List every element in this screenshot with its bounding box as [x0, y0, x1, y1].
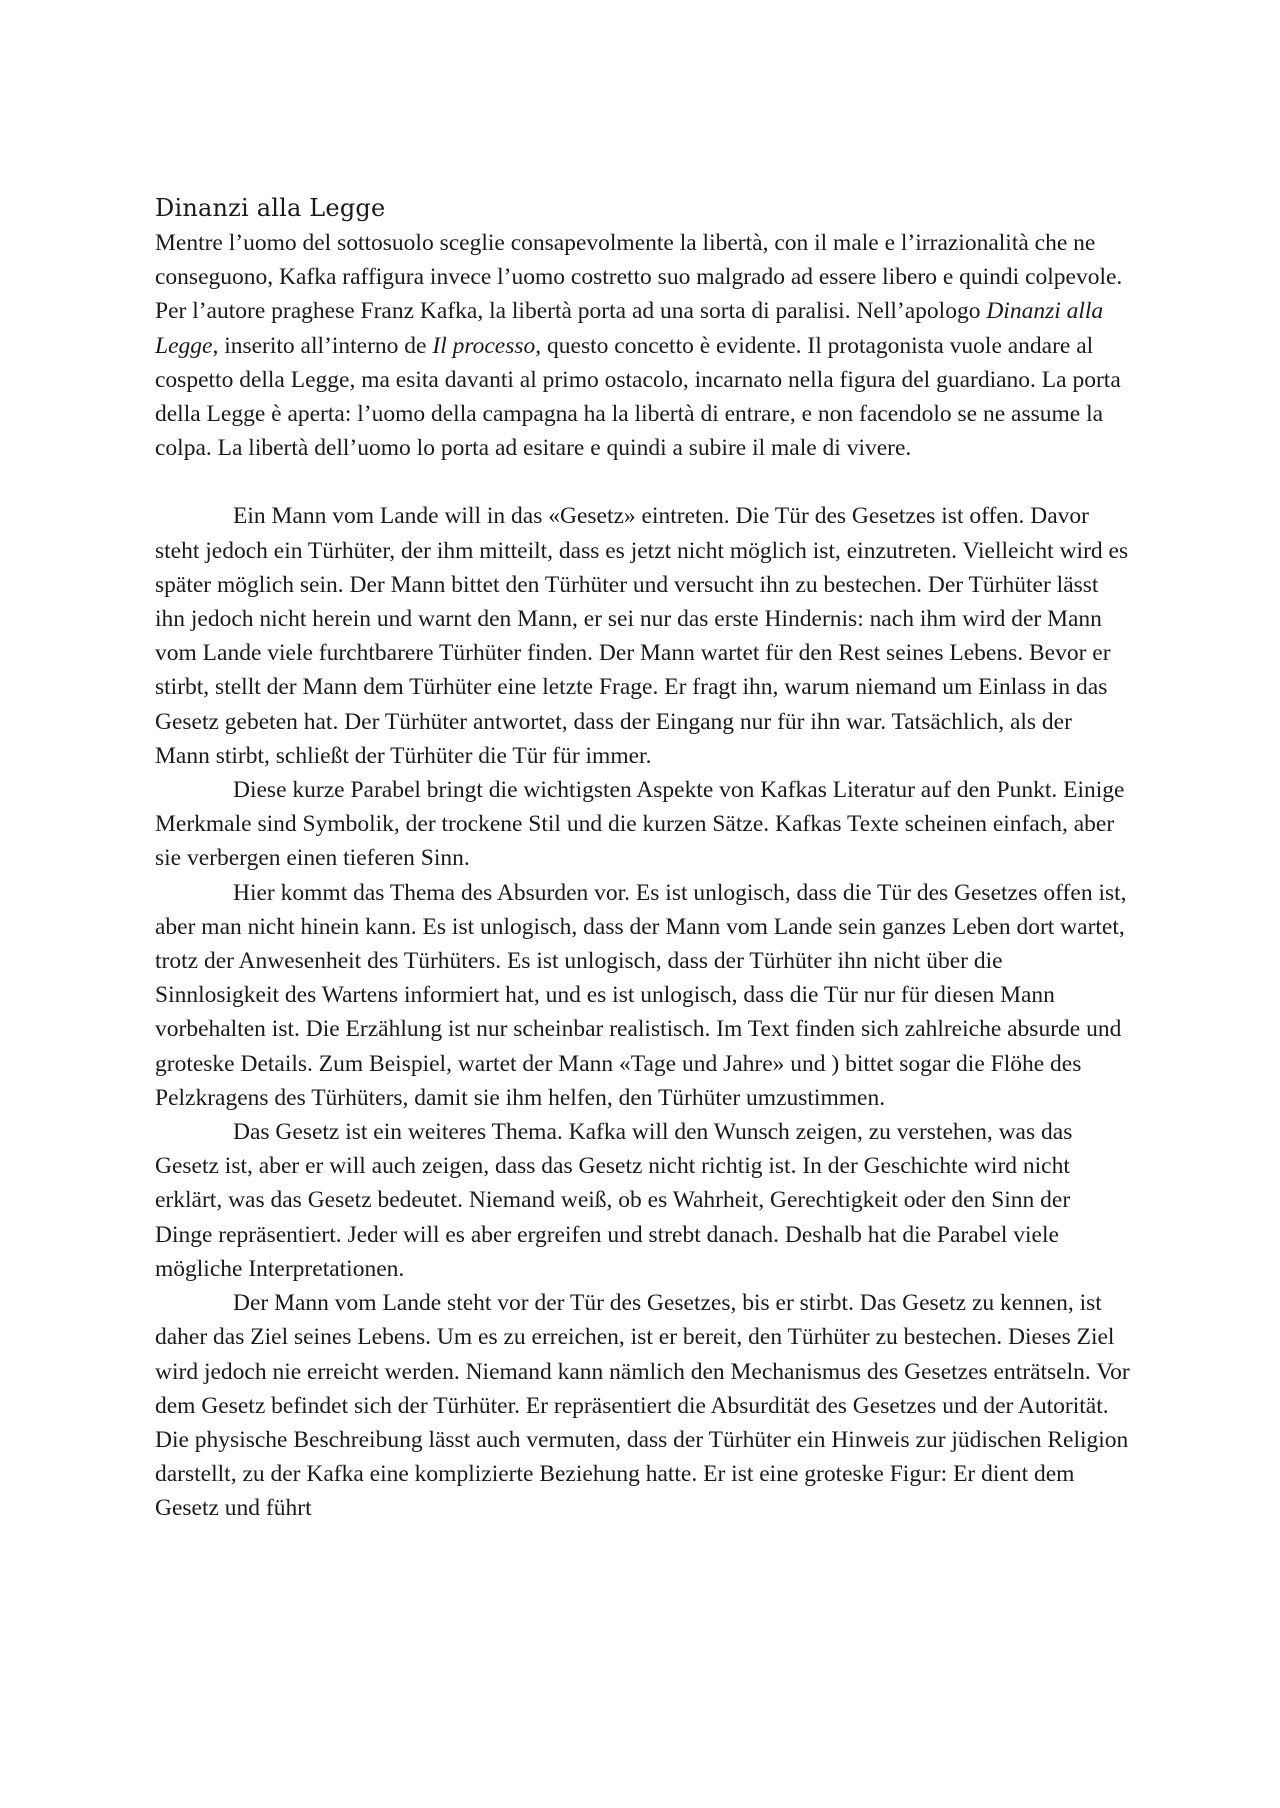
- intro-text-2: , inserito all’interno de: [212, 332, 433, 359]
- intro-italic-title-1: Dinanzi alla Legge: [155, 298, 1104, 359]
- body-paragraph-3: Hier kommt das Thema des Absurden vor. Es ist unlogisch, dass die Tür des Gesetzes offen ist, aber man nicht hinein kann. Es ist unlogisch, dass der Mann vom Lande sein ganzes Leben dort wartet, trotz der Anwesenheit des Türhüters. Es ist unlogisch, dass der Türhüter ihn nicht über die Sinnlosigkeit des Wartens informiert hat, und es ist unlogisch, dass die Tür nur für diesen Mann vorbehalten ist. Die Erzählung ist nur scheinbar realistisch. Im Text finden sich zahlreiche absurde und groteske Details. Zum Beispiel, wartet der Mann «Tage und Jahre» und ) bittet sogar die Flöhe des Pelzkragens des Türhüters, damit sie ihm helfen, den Türhüter umzustimmen.: [155, 879, 1127, 1111]
- body-paragraph-2: Diese kurze Parabel bringt die wichtigsten Aspekte von Kafkas Literatur auf den Punkt. Einige Merkmale sind Symbolik, der trockene Stil und die kurzen Sätze. Kafkas Texte scheinen einfach, aber sie verbergen einen tieferen Sinn.: [155, 777, 1125, 872]
- intro-text-3: , questo concetto è evidente. Il protagonista vuole andare al cospetto della Legge, ma esita davanti al primo ostacolo, incarnato nella figura del guardiano. La porta della Legge è aperta: l’uomo della campagna ha la libertà di entrare, e non facendolo se ne assume la colpa. La libertà dell’uomo lo porta ad esitare e quindi a subire il male di vivere.: [155, 332, 1121, 462]
- body-paragraph-5: Der Mann vom Lande steht vor der Tür des Gesetzes, bis er stirbt. Das Gesetz zu kennen, ist daher das Ziel seines Lebens. Um es zu erreichen, ist er bereit, den Türhüter zu bestechen. Dieses Ziel wird jedoch nie erreicht werden. Niemand kann nämlich den Mechanismus des Gesetzes enträtseln. Vor dem Gesetz befindet sich der Türhüter. Er repräsentiert die Absurdität des Gesetzes und der Autorität. Die physische Beschreibung lässt auch vermuten, dass der Türhüter ein Hinweis zur jüdischen Religion darstellt, zu der Kafka eine komplizierte Beziehung hatte. Er ist eine groteske Figur: Er dient dem Gesetz und führt: [155, 1290, 1130, 1522]
- page-title: Dinanzi alla Legge: [155, 194, 386, 222]
- document-body: [155, 190, 1130, 1526]
- intro-italic-title-2: Il processo: [432, 332, 536, 359]
- intro-paragraph: [155, 226, 1130, 465]
- intro-text-1: Mentre l’uomo del sottosuolo sceglie consapevolmente la libertà, con il male e l’irrazionalità che ne conseguono, Kafka raffigura invece l’uomo costretto suo malgrado ad essere libero e quindi colpevole. Per l’autore praghese Franz Kafka, la libertà porta ad una sorta di paralisi. Nell’apologo: [155, 230, 1123, 325]
- body-paragraph-1: Ein Mann vom Lande will in das «Gesetz» eintreten. Die Tür des Gesetzes ist offen. Davor steht jedoch ein Türhüter, der ihm mitteilt, dass es jetzt nicht möglich ist, einzutreten. Vielleicht wird es später möglich sein. Der Mann bittet den Türhüter und versucht ihn zu bestechen. Der Türhüter lässt ihn jedoch nicht herein und warnt den Mann, er sei nur das erste Hindernis: nach ihm wird der Mann vom Lande viele furchtbarere Türhüter finden. Der Mann wartet für den Rest seines Lebens. Bevor er stirbt, stellt der Mann dem Türhüter eine letzte Frage. Er fragt ihn, warum niemand um Einlass in das Gesetz gebeten hat. Der Türhüter antwortet, dass der Eingang nur für ihn war. Tatsächlich, als der Mann stirbt, schließt der Türhüter die Tür für immer.: [155, 503, 1129, 769]
- paragraph-spacer: [155, 465, 1130, 499]
- body-paragraph-4: Das Gesetz ist ein weiteres Thema. Kafka will den Wunsch zeigen, zu verstehen, was das Gesetz ist, aber er will auch zeigen, dass das Gesetz nicht richtig ist. In der Geschichte wird nicht erklärt, was das Gesetz bedeutet. Niemand weiß, ob es Wahrheit, Gerechtigkeit oder den Sinn der Dinge repräsentiert. Jeder will es aber ergreifen und strebt danach. Deshalb hat die Parabel viele mögliche Interpretationen.: [155, 1119, 1073, 1282]
